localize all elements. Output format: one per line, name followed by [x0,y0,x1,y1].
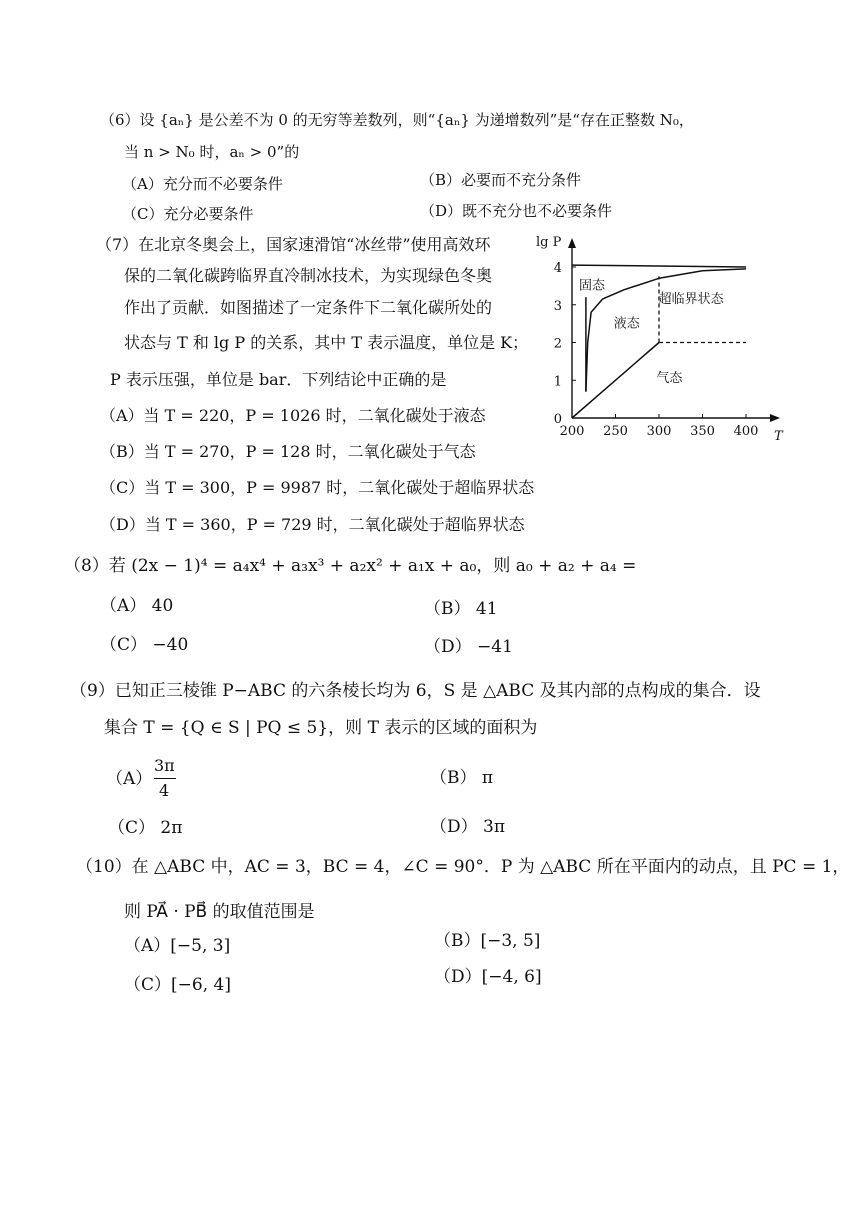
q7-stem-line5: P 表示压强，单位是 bar．下列结论中正确的是 [110,370,447,389]
q9-option-a-numerator: 3π [154,756,175,775]
y-tick-label: 3 [553,298,562,314]
phase-boundary-3 [572,265,746,267]
x-tick-label: 400 [733,424,759,439]
q7-stem-line3: 作出了贡献．如图描述了一定条件下二氧化碳所处的 [124,298,493,317]
q7-stem-line1: （7）在北京冬奥会上，国家速滑馆“冰丝带”使用高效环 [96,235,491,254]
q10-option-b: （B）[−3, 5] [434,931,541,951]
q6-option-c: （C）充分必要条件 [122,205,254,223]
q9-stem-line2: 集合 T = {Q ∈ S | PQ ≤ 5}，则 T 表示的区域的面积为 [104,718,538,738]
x-tick-label: 300 [646,424,672,439]
q9-stem-line1: （9）已知正三棱锥 P−ABC 的六条棱长均为 6，S 是 △ABC 及其内部的点构成的集合．设 [70,681,761,701]
q8-option-c: （C） −40 [100,635,189,655]
q6-option-d: （D）既不充分也不必要条件 [420,202,613,220]
q8-option-d: （D） −41 [424,637,513,657]
phase-boundary-1 [572,343,659,419]
q7-stem-line2: 保的二氧化碳跨临界直冷制冰技术，为实现绿色冬奥 [124,266,493,285]
fraction-bar [154,778,176,779]
q8-option-b: （B） 41 [424,599,498,619]
q6-stem-line1: （6）设 {aₙ} 是公差不为 0 的无穷等差数列，则“{aₙ} 为递增数列”是“存在正整数 N₀， [100,111,694,129]
y-tick-label: 1 [553,374,562,390]
q10-option-a: （A）[−5, 3] [124,936,231,956]
q9-option-d: （D） 3π [430,817,506,837]
x-tick-label: 250 [603,424,628,439]
q10-option-d: （D）[−4, 6] [434,967,542,987]
q9-option-a-denominator: 4 [159,781,170,800]
q9-option-b: （B） π [430,768,494,788]
q8-stem: （8）若 (2x − 1)⁴ = a₄x⁴ + a₃x³ + a₂x² + a₁x + a₀，则 a₀ + a₂ + a₄ = [64,556,637,576]
q6-stem-line2: 当 n > N₀ 时，aₙ > 0”的 [124,143,300,161]
q10-stem-line1: （10）在 △ABC 中，AC = 3，BC = 4，∠C = 90°．P 为 △ABC 所在平面内的动点，且 PC = 1， [76,857,850,877]
region-label: 超临界状态 [658,291,724,307]
q7-stem-line4: 状态与 T 和 lg P 的关系，其中 T 表示温度，单位是 K； [124,333,529,352]
phase-diagram-chart [528,228,798,458]
y-tick-label: 2 [553,336,562,352]
x-tick-label: 350 [690,424,715,439]
y-tick-label: 4 [553,261,562,276]
q6-option-a: （A）充分而不必要条件 [122,175,283,193]
region-label: 液态 [613,316,640,332]
q7-option-a: （A）当 T = 220，P = 1026 时，二氧化碳处于液态 [100,406,486,425]
q6-option-b: （B）必要而不充分条件 [420,171,582,189]
x-axis-arrow [770,414,780,422]
q7-option-b: （B）当 T = 270，P = 128 时，二氧化碳处于气态 [100,442,476,461]
q7-option-c: （C）当 T = 300，P = 9987 时，二氧化碳处于超临界状态 [100,478,535,497]
q10-stem-line2: 则 PA⃗ · PB⃗ 的取值范围是 [124,902,315,922]
region-label: 固态 [579,278,606,294]
q9-option-c: （C） 2π [108,818,183,838]
q8-option-a: （A） 40 [100,596,174,616]
region-label: 气态 [656,371,683,387]
y-axis-arrow [568,238,576,248]
q7-option-d: （D）当 T = 360，P = 729 时，二氧化碳处于超临界状态 [100,515,525,534]
x-axis-label: T [774,429,783,444]
y-tick-label: 0 [553,412,562,427]
y-axis-label: lg P [536,235,562,250]
q9-option-a-label: （A） [106,769,153,789]
x-tick-label: 200 [559,424,585,439]
q10-option-c: （C）[−6, 4] [124,975,231,995]
